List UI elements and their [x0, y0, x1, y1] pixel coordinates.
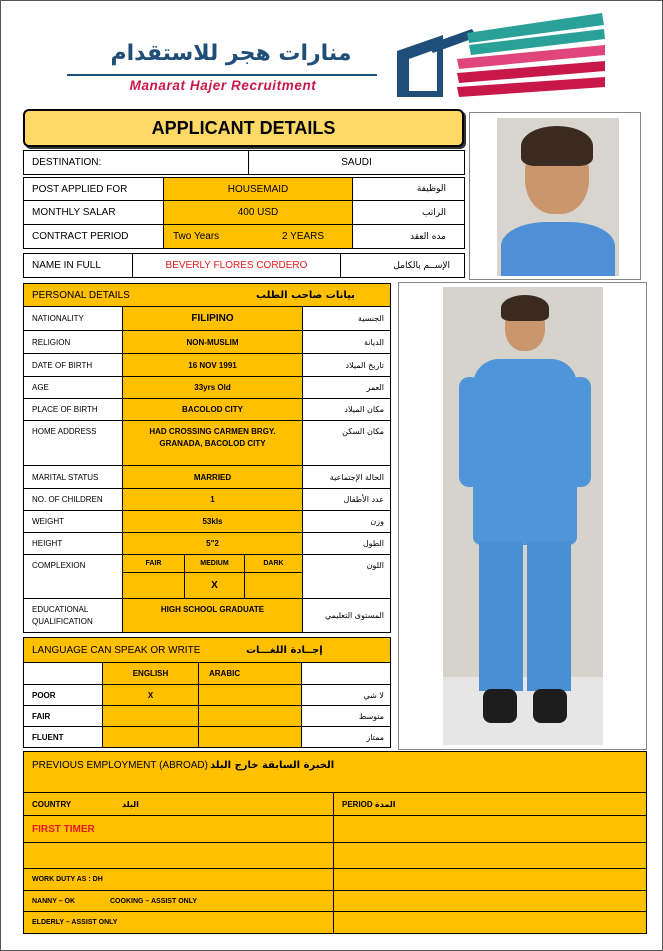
dob-label: DATE OF BIRTH — [23, 353, 123, 377]
language-corner-right — [301, 662, 391, 685]
duty-nanny-cooking — [23, 890, 334, 912]
contract-label: CONTRACT PERIOD — [23, 224, 164, 249]
logo-house-icon — [397, 11, 609, 99]
employment-row5-period — [333, 911, 647, 934]
pob-arabic: مكان الميلاد — [302, 398, 391, 421]
weight-value: 53kls — [122, 510, 303, 533]
work-duty: WORK DUTY AS : DH — [23, 868, 334, 891]
post-value: HOUSEMAID — [163, 177, 353, 201]
fullbody-photo — [443, 287, 603, 745]
age-value: 33yrs Old — [122, 376, 303, 399]
weight-arabic: وزن — [302, 510, 391, 533]
personal-details-header — [23, 283, 391, 307]
language-corner — [23, 662, 103, 685]
education-value: HIGH SCHOOL GRADUATE — [122, 598, 303, 633]
applicant-details-title — [23, 109, 464, 147]
education-arabic: المستوى التعليمي — [302, 598, 391, 633]
address-arabic: مكان السكن — [302, 420, 391, 466]
language-fair-label: FAIR — [23, 705, 103, 727]
language-header — [23, 637, 391, 663]
marital-arabic: الحالة الإجتماعية — [302, 465, 391, 489]
height-value: 5"2 — [122, 532, 303, 555]
pob-value: BACOLOD CITY — [122, 398, 303, 421]
employment-row3-period — [333, 868, 647, 891]
nationality-value: FILIPINO — [122, 306, 303, 331]
period-label: PERIOD — [342, 799, 373, 809]
address-value: HAD CROSSING CARMEN BRGY. GRANADA, BACOLOD CITY — [122, 420, 303, 466]
children-value: 1 — [122, 488, 303, 511]
language-fluent-arabic — [198, 726, 302, 748]
complexion-fair-box — [122, 572, 185, 599]
duty-nanny: NANNY – OK — [32, 897, 76, 905]
title-text: APPLICANT DETAILS — [151, 117, 336, 138]
destination-value: SAUDI — [248, 150, 465, 175]
language-poor-ar: لا شي — [301, 684, 391, 706]
language-header-text: LANGUAGE CAN SPEAK OR WRITE — [32, 644, 201, 656]
period-arabic: المدة — [375, 799, 396, 809]
employment-row2-period — [333, 842, 647, 869]
country-label: COUNTRY — [32, 799, 72, 809]
employment-header-arabic: الخبرة السابقة خارج البلد — [209, 760, 335, 771]
logo-english-text: Manarat Hajer Recruitment — [129, 78, 317, 93]
children-arabic: عدد الأطفال — [302, 488, 391, 511]
religion-arabic: الديانة — [302, 330, 391, 354]
employment-row2-country — [23, 842, 334, 869]
age-arabic: العمر — [302, 376, 391, 399]
complexion-fair: FAIR — [122, 554, 185, 573]
nationality-arabic: الجنسية — [302, 306, 391, 331]
complexion-dark: DARK — [244, 554, 303, 573]
name-label: NAME IN FULL — [23, 253, 133, 278]
employment-country — [23, 792, 334, 816]
complexion-label: COMPLEXION — [23, 554, 123, 599]
employment-row4-period — [333, 890, 647, 912]
destination-label: DESTINATION: — [23, 150, 249, 175]
personal-header-arabic: بيانات صاحب الطلب — [256, 289, 355, 301]
headshot-photo — [497, 118, 619, 276]
language-fluent-label: FLUENT — [23, 726, 103, 748]
language-fair-english — [102, 705, 199, 727]
contract-value-years: 2 YEARS — [282, 231, 325, 242]
first-timer: FIRST TIMER — [23, 815, 334, 843]
company-logo — [61, 41, 381, 96]
religion-value: NON-MUSLIM — [122, 330, 303, 354]
personal-header-text: PERSONAL DETAILS — [32, 289, 130, 301]
duty-cooking: COOKING – ASSIST ONLY — [110, 897, 197, 905]
employment-header — [23, 751, 647, 793]
language-poor-english: X — [102, 684, 199, 706]
post-label: POST APPLIED FOR — [23, 177, 164, 201]
height-arabic: الطول — [302, 532, 391, 555]
name-value: BEVERLY FLORES CORDERO — [132, 253, 341, 278]
language-col-english: ENGLISH — [102, 662, 199, 685]
complexion-dark-box — [244, 572, 303, 599]
language-fluent-ar: ممتاز — [301, 726, 391, 748]
age-label: AGE — [23, 376, 123, 399]
salary-value: 400 USD — [163, 200, 353, 225]
language-poor-label: POOR — [23, 684, 103, 706]
marital-value: MARRIED — [122, 465, 303, 489]
contract-value-words: Two Years — [173, 231, 220, 242]
language-fair-arabic — [198, 705, 302, 727]
post-arabic: الوظيفة — [352, 177, 465, 201]
children-label: NO. OF CHILDREN — [23, 488, 123, 511]
height-label: HEIGHT — [23, 532, 123, 555]
complexion-medium: MEDIUM — [184, 554, 245, 573]
marital-label: MARITAL STATUS — [23, 465, 123, 489]
fullbody-frame — [398, 282, 647, 750]
weight-label: WEIGHT — [23, 510, 123, 533]
contract-value — [163, 224, 353, 249]
religion-label: RELIGION — [23, 330, 123, 354]
nationality-label: NATIONALITY — [23, 306, 123, 331]
language-col-arabic: ARABIC — [198, 662, 302, 685]
contract-arabic: مده العقد — [352, 224, 465, 249]
language-fluent-english — [102, 726, 199, 748]
employment-row1-period — [333, 815, 647, 843]
logo-underline — [67, 74, 377, 76]
logo-arabic-text: منارات هجر للاستقدام — [110, 41, 352, 66]
country-arabic: البلد — [122, 799, 139, 809]
language-header-arabic: إجــادة اللغـــات — [246, 644, 323, 656]
complexion-arabic: اللون — [302, 554, 391, 599]
employment-period — [333, 792, 647, 816]
complexion-medium-mark: X — [184, 572, 245, 599]
education-label: EDUCATIONAL QUALIFICATION — [23, 598, 123, 633]
language-fair-ar: متوسط — [301, 705, 391, 727]
language-poor-arabic — [198, 684, 302, 706]
dob-value: 16 NOV 1991 — [122, 353, 303, 377]
pob-label: PLACE OF BIRTH — [23, 398, 123, 421]
duty-elderly: ELDERLY – ASSIST ONLY — [23, 911, 334, 934]
dob-arabic: تاريخ الميلاد — [302, 353, 391, 377]
headshot-frame — [469, 112, 641, 280]
salary-label: MONTHLY SALAR — [23, 200, 164, 225]
address-label: HOME ADDRESS — [23, 420, 123, 466]
employment-header-text: PREVIOUS EMPLOYMENT (ABROAD) — [32, 760, 208, 771]
salary-arabic: الراتب — [352, 200, 465, 225]
name-arabic: الإســم بالكامل — [340, 253, 465, 278]
